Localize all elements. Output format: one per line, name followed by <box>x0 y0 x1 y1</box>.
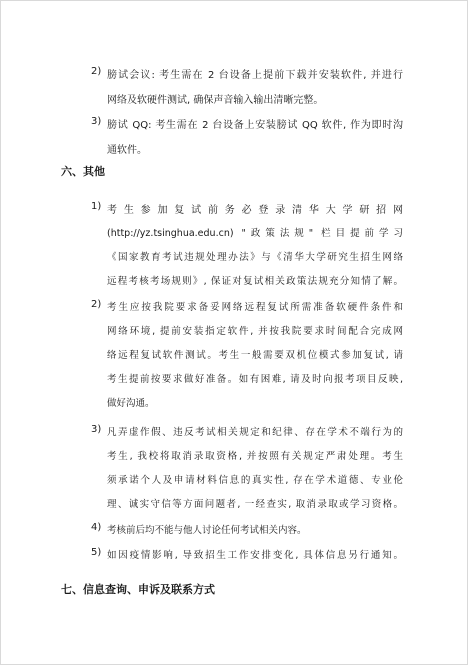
list-item-line: 做好沟通。 <box>107 398 155 409</box>
list-item-line: 考生, 我校将取消录取资格, 并按照有关规定严肃处理。考生 <box>107 451 403 462</box>
list-item-line: 膀试会议: 考生需在 2 台设备上提前下载并安装软件, 并进行 <box>107 70 403 81</box>
list-item-line: 须承诺个人及申请材料信息的真实性, 存在学术道德、专业伦 <box>107 475 403 486</box>
list-item-line: 通软件。 <box>107 145 147 156</box>
list-item-line: 考生应按我院要求备妥网络远程复试所需准备软硬件条件和 <box>107 302 403 313</box>
list-item-line: 网络环境, 提前安装指定软件, 并按我院要求时间配合完成网 <box>107 326 403 337</box>
list-item-line: 膀试 QQ: 考生需在 2 台设备上安装膀试 QQ 软件, 作为即时沟 <box>107 120 403 131</box>
list-item-number: 2) <box>91 299 102 310</box>
list-item-number: 1) <box>91 201 102 212</box>
list-item-line: 考核前后均不能与他人讨论任何考试相关内容。 <box>107 525 307 536</box>
list-item-number: 4) <box>91 522 102 533</box>
list-item-line: 远程考核考场规则》, 保证对复试相关政策法规充分知情了解。 <box>107 276 403 287</box>
list-item-line: 凡弄虚作假、违反考试相关规定和纪律、存在学术不端行为的 <box>107 427 403 438</box>
list-item-line: 《国家教育考试违规处理办法》与《清华大学研究生招生网络 <box>107 252 403 263</box>
list-item-line: 网络及软硬件测试, 确保声音输入输出清晰完整。 <box>107 95 324 106</box>
list-item-line: 理、诚实守信等方面问题者, 一经查实, 取消录取或学习资格。 <box>107 499 403 510</box>
section-heading-contact: 七、信息查询、申诉及联系方式 <box>61 583 215 596</box>
section-heading-other: 六、其他 <box>61 165 105 178</box>
list-item-number: 2) <box>91 66 102 77</box>
list-item-line: 考生提前按要求做好准备。如有困难, 请及时向报考项目反映, <box>107 374 403 385</box>
list-item-line: 络远程复试软件测试。考生一般需要双机位模式参加复试, 请 <box>107 350 403 361</box>
list-item-number: 3) <box>91 116 102 127</box>
list-item-line: (http://yz.tsinghua.edu.cn) "政策法规" 栏目提前学习 <box>107 228 403 239</box>
list-item-line: 考 生 参 加 复 试 前 务 必 登 录 清 华 大 学 研 招 网 <box>107 205 403 216</box>
list-item-line: 如因疫情影响, 导致招生工作安排变化, 具体信息另行通知。 <box>107 550 403 561</box>
list-item-number: 3) <box>91 424 102 435</box>
list-item-number: 5) <box>91 547 102 558</box>
